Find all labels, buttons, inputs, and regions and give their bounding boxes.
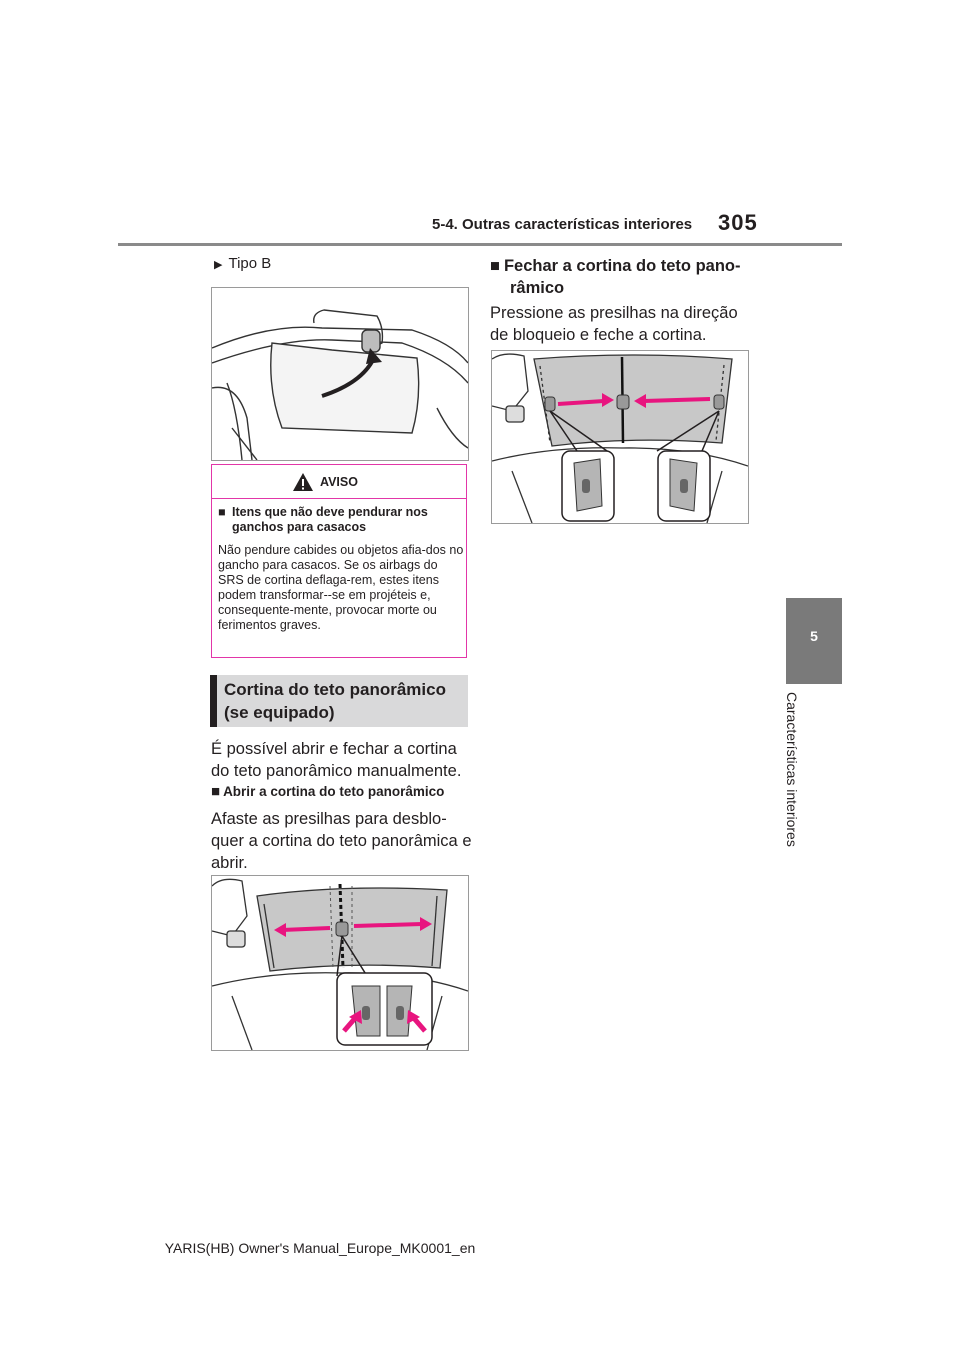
section-heading-line1: Cortina do teto panorâmico [224,680,446,699]
page-number: 305 [718,210,758,235]
close-curtain-figure [491,350,749,524]
open-curtain-illustration [212,876,468,1050]
intro-line: do teto panorâmico manualmente. [211,762,462,780]
header-divider [118,243,842,246]
triangle-bullet-icon: ▶ [214,259,223,271]
warning-subtitle [218,505,462,535]
open-line: quer a cortina do teto panorâmica e [211,832,472,850]
warning-header [212,465,466,499]
close-heading [490,255,741,299]
close-paragraph [490,302,738,346]
chapter-number: 5 [810,628,818,644]
open-curtain-figure [211,875,469,1051]
open-heading [211,783,444,800]
warning-title: AVISO [320,475,358,489]
intro-paragraph [211,738,461,782]
warning-box [211,464,467,658]
square-bullet-icon: ■ [218,505,226,519]
close-line: de bloqueio e feche a cortina. [490,326,707,344]
footer-text: YARIS(HB) Owner's Manual_Europe_MK0001_en [164,1240,476,1256]
warning-subtitle-text: Itens que não deve pendurar nos ganchos para casacos [232,505,428,534]
section-heading-box [210,675,468,727]
close-curtain-illustration [492,351,748,523]
warning-triangle-icon [292,472,314,492]
chapter-label [784,692,804,872]
section-heading [224,678,446,724]
coat-hook-figure [211,287,469,461]
warning-text: Não pendure cabides ou objetos afia-dos no gancho para casacos. Se os airbags do SRS de cortina deflaga-rem, estes itens podem transformar--se em projéteis e, consequente-mente, provocar morte ou ferimentos graves. [218,543,464,632]
close-heading-line2: râmico [510,279,565,297]
open-heading-text: Abrir a cortina do teto panorâmico [223,784,445,799]
close-heading-line1-wrap [490,255,741,277]
intro-line: É possível abrir e fechar a cortina [211,740,457,758]
section-heading-line2: (se equipado) [224,703,335,722]
type-b-label: Tipo B [228,255,272,272]
section-heading-bar [210,675,217,727]
close-line: Pressione as presilhas na direção [490,304,738,322]
type-b-line [214,255,271,272]
running-header: 5-4. Outras características interiores [432,216,693,233]
square-bullet-icon: ■ [211,783,221,800]
open-line: Afaste as presilhas para desblo- [211,810,447,828]
open-line: abrir. [211,854,248,872]
coat-hook-illustration [212,288,468,460]
chapter-label-text: Características interiores [784,692,800,847]
open-paragraph [211,808,472,874]
square-bullet-icon: ■ [490,257,500,275]
close-heading-line1: Fechar a cortina do teto pano- [503,257,741,275]
